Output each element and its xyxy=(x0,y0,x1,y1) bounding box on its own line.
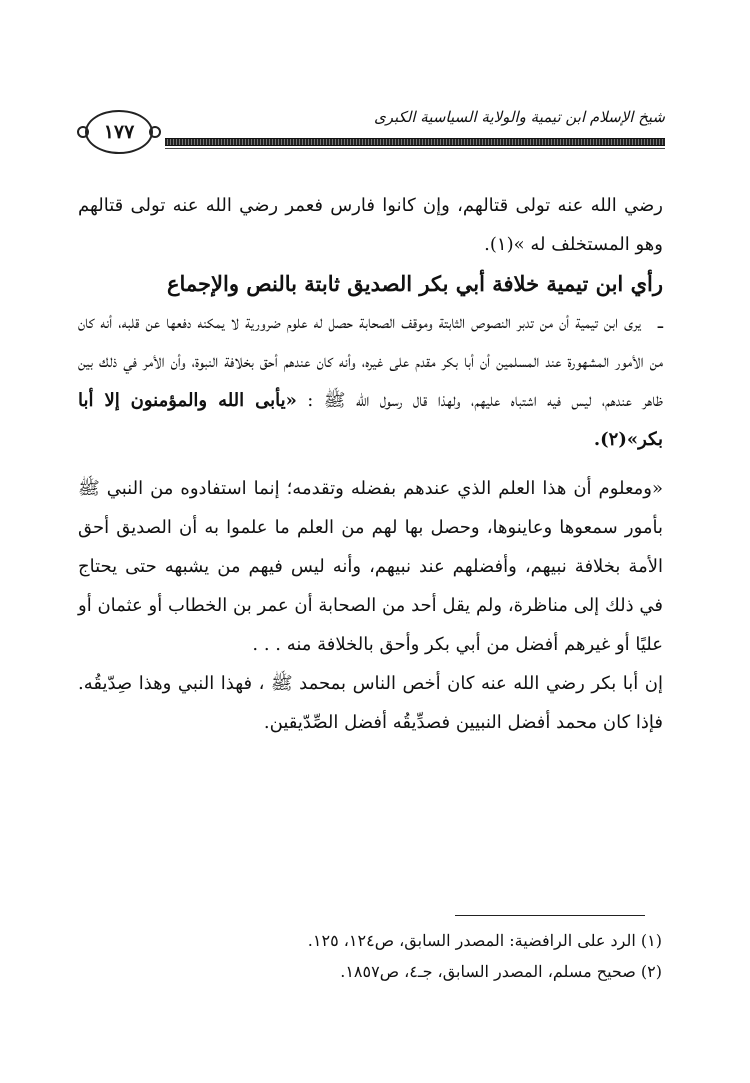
page-number: ١٧٧ xyxy=(85,110,153,154)
running-title: شيخ الإسلام ابن تيمية والولاية السياسية الكبرى xyxy=(373,108,665,126)
paragraph-ibn-taymiyya-view xyxy=(78,303,663,459)
paragraph-conclusion: إن أبا بكر رضي الله عنه كان أخص الناس بمحمد ﷺ ، فهذا النبي وهذا صِدّيقُه. فإذا كان محمد أفضل النبيين فصدِّيقُه أفضل الصِّدّيقين. xyxy=(78,673,663,733)
hadith-quote: «يأبى الله والمؤمنون إلا أبا بكر»(٢). xyxy=(78,390,663,450)
bullet-dash: ـ xyxy=(657,312,663,333)
page-content xyxy=(78,186,663,742)
paragraph-gap xyxy=(78,459,663,469)
paragraph-continuation: رضي الله عنه تولى قتالهم، وإن كانوا فارس فعمر رضي الله عنه تولى قتالهم وهو المستخلف له »(١). xyxy=(78,195,663,255)
header-rule xyxy=(165,138,665,146)
footnote-separator xyxy=(455,915,645,916)
page-header xyxy=(85,108,665,168)
paragraph-quotation: «ومعلوم أن هذا العلم الذي عندهم بفضله وتقدمه؛ إنما استفادوه من النبي ﷺ بأمور سمعوها وعاينوها، وحصل بها لهم من العلم ما علموا به أن الصديق أحق الأمة بخلافة نبيهم، وأفضلهم عند نبيهم، وأنه ليس فيهم من يشبهه حتى يحتاج في ذلك إلى مناظرة، ولم يقل أحد من الصحابة أن عمر بن الخطاب أو عثمان أو عليًا أو غيرهم أفضل من أبي بكر وأحق بالخلافة منه . . . xyxy=(78,478,663,655)
section-heading: رأي ابن تيمية خلافة أبي بكر الصديق ثابتة بالنص والإجماع xyxy=(166,271,663,296)
footnotes xyxy=(162,925,662,987)
paragraph-text: يرى ابن تيمية أن من تدبر النصوص الثابتة وموقف الصحابة حصل له علوم ضرورية لا يمكنه دفعها عن قلبه، أنه كان من الأمور المشهورة عند المسلمين أن أبا بكر مقدم على غيره، وأنه كان عندهم أحق بخلافة النبوة، وأن الأمر في ذلك بين ظاهر عندهم، ليس فيه اشتباه عليهم، ولهذا قال رسول الله ﷺ : xyxy=(78,312,663,411)
header-rule-thin xyxy=(165,148,665,149)
footnote-1: (١) الرد على الرافضية: المصدر السابق، ص١٢٤، ١٢٥. xyxy=(307,931,662,950)
footnote-2: (٢) صحيح مسلم، المصدر السابق، جـ٤، ص١٨٥٧. xyxy=(340,962,662,981)
